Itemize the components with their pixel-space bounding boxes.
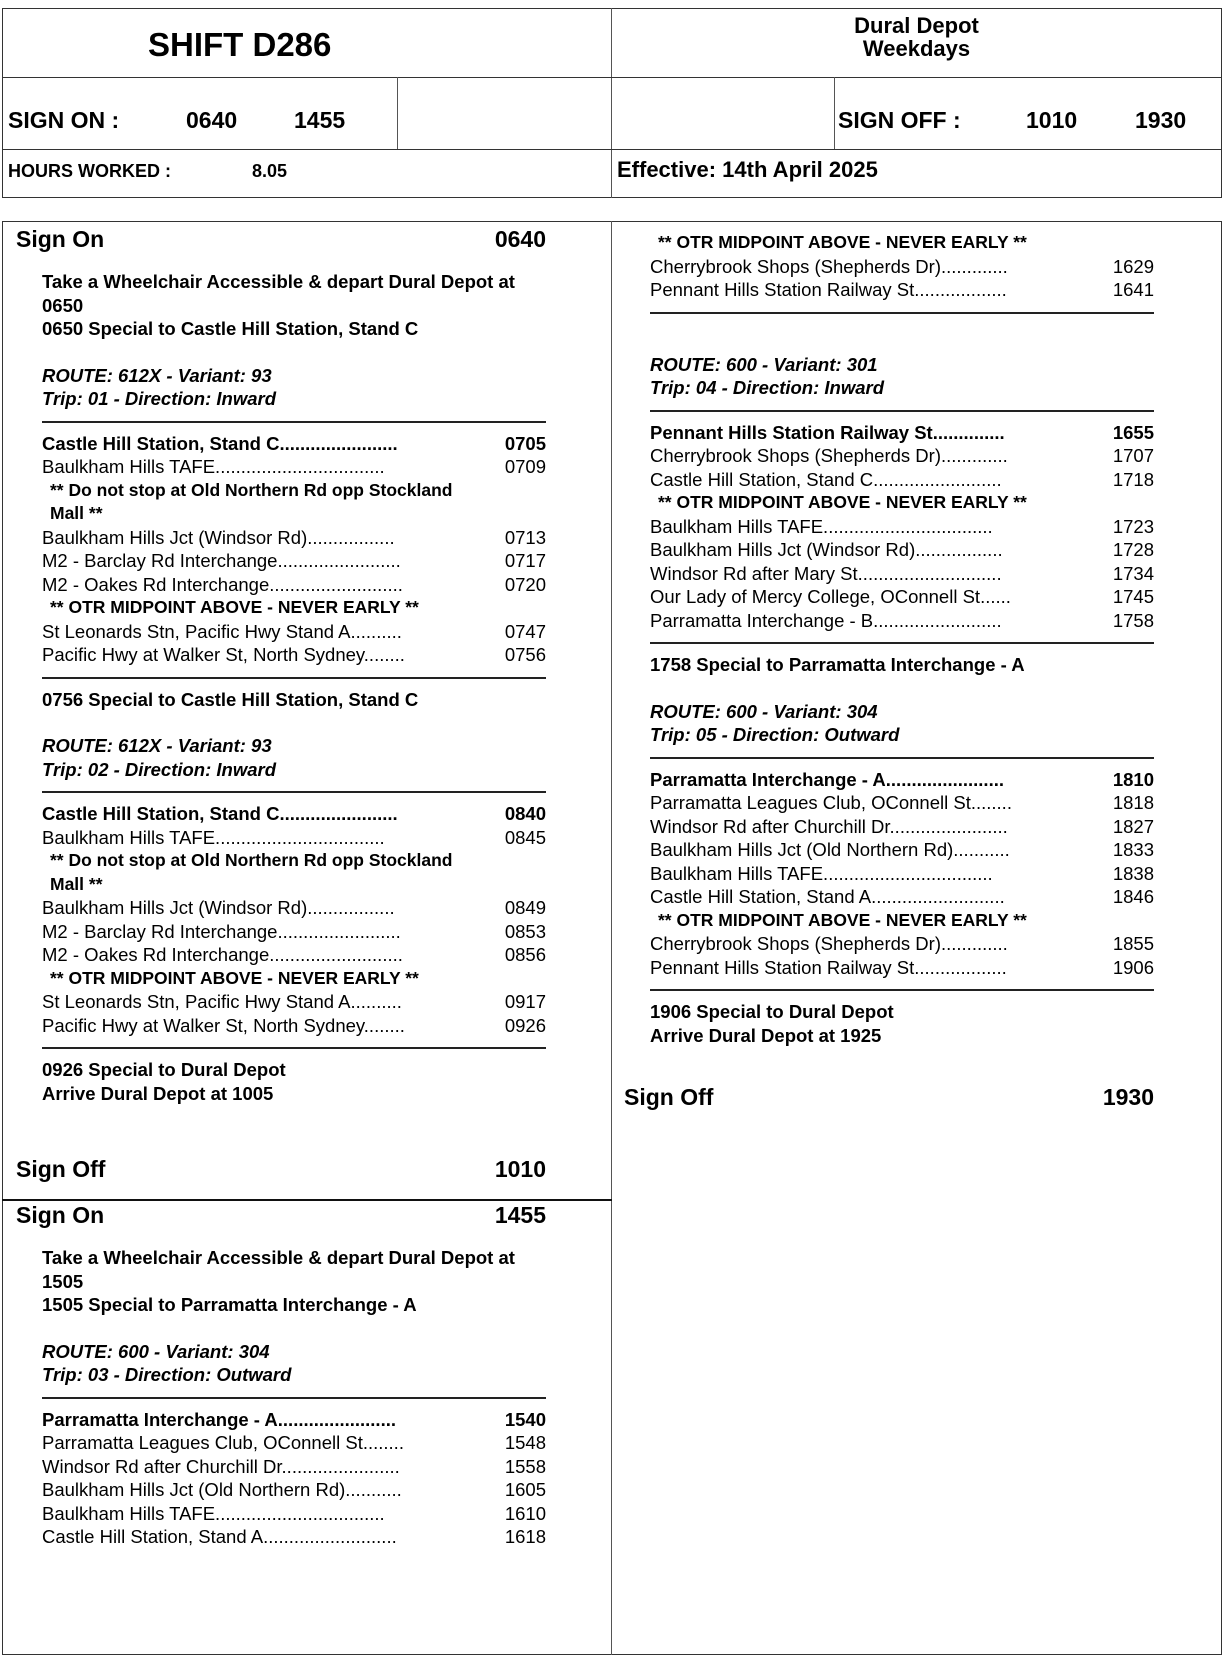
sign-off-time-1: 1010	[1026, 107, 1078, 133]
stop-row: Baulkham Hills Jct (Old Northern Rd)........... 1605	[42, 1479, 546, 1500]
sign-off-row	[16, 1156, 546, 1186]
sign-off-label: SIGN OFF :	[838, 107, 961, 133]
special-run: 0650 Special to Castle Hill Station, Stand C	[42, 318, 419, 339]
effective-date: Effective: 14th April 2025	[617, 157, 878, 182]
trip-3	[42, 1317, 546, 1549]
stop-row: Parramatta Leagues Club, OConnell St........ 1818	[650, 792, 1154, 813]
stop-row: Baulkham Hills Jct (Old Northern Rd)........... 1833	[650, 839, 1154, 860]
arrive-depot: Arrive Dural Depot at 1925	[650, 1024, 882, 1046]
instruction-line: 1505	[42, 1270, 84, 1292]
no-stop-note: ** Do not stop at Old Northern Rd opp Stockland Mall **	[50, 850, 453, 894]
depot-label: Dural Depot	[854, 13, 979, 38]
divider	[650, 989, 1154, 991]
sign-on-label: Sign On	[16, 1202, 105, 1228]
stop-row: Parramatta Interchange - B......................... 1758	[650, 609, 1154, 631]
trip-info: Trip: 05 - Direction: Outward	[650, 724, 900, 745]
otr-midpoint-note: ** OTR MIDPOINT ABOVE - NEVER EARLY **	[658, 232, 1027, 252]
shift-title: SHIFT D286	[148, 26, 332, 63]
stop-row: Baulkham Hills Jct (Windsor Rd)................. 0849	[42, 897, 546, 918]
sign-off-row	[624, 1084, 1154, 1114]
otr-midpoint-note: ** OTR MIDPOINT ABOVE - NEVER EARLY **	[50, 597, 419, 617]
stop-row: Castle Hill Station, Stand C....................... 0705	[42, 432, 546, 454]
stop-row: Pacific Hwy at Walker St, North Sydney........ 0756	[42, 644, 546, 665]
special-run: 0926 Special to Dural Depot	[42, 1059, 286, 1080]
divider	[42, 1397, 546, 1399]
divider	[42, 421, 546, 423]
instruction	[42, 1246, 602, 1317]
sign-off-time: 1010	[494, 1156, 546, 1182]
stop-row: St Leonards Stn, Pacific Hwy Stand A.......... 0917	[42, 991, 546, 1012]
stop-row: Baulkham Hills TAFE................................. 1610	[42, 1502, 546, 1524]
trip-info: Trip: 01 - Direction: Inward	[42, 388, 277, 409]
header-rule	[2, 77, 1222, 78]
sign-on-label: SIGN ON :	[8, 107, 120, 133]
sign-on-row	[16, 1202, 546, 1232]
header-divider	[834, 77, 835, 149]
sign-off-time-2: 1930	[1135, 107, 1187, 133]
otr-midpoint-note: ** OTR MIDPOINT ABOVE - NEVER EARLY **	[658, 909, 1027, 930]
stop-row: Castle Hill Station, Stand C....................... 0840	[42, 803, 546, 824]
stop-row: Baulkham Hills Jct (Windsor Rd)................. 0713	[42, 526, 546, 548]
special-run: 1505 Special to Parramatta Interchange - A	[42, 1294, 417, 1315]
stop-row: Our Lady of Mercy College, OConnell St...... 1745	[650, 586, 1154, 607]
divider	[650, 410, 1154, 412]
stop-row: Pennant Hills Station Railway St.................. 1906	[650, 956, 1154, 978]
stop-row: Cherrybrook Shops (Shepherds Dr)............. 1707	[650, 445, 1154, 466]
route-info: ROUTE: 600 - Variant: 301	[650, 353, 878, 375]
stop-row: Parramatta Leagues Club, OConnell St........ 1548	[42, 1432, 546, 1453]
route-info: ROUTE: 600 - Variant: 304	[42, 1340, 270, 1362]
stop-row: M2 - Barclay Rd Interchange........................ 0853	[42, 920, 546, 942]
stop-row: Baulkham Hills TAFE................................. 0845	[42, 826, 546, 848]
column-divider	[611, 221, 612, 1655]
trip-1	[42, 341, 546, 1106]
stop-row: Castle Hill Station, Stand C......................... 1718	[650, 468, 1154, 490]
route-info: ROUTE: 600 - Variant: 304	[650, 700, 878, 722]
otr-midpoint-note: ** OTR MIDPOINT ABOVE - NEVER EARLY **	[658, 492, 1027, 512]
special-run: 1758 Special to Parramatta Interchange - A	[650, 654, 1025, 675]
instruction-line: 0650	[42, 294, 84, 316]
sign-on-label: Sign On	[16, 226, 105, 252]
stop-row: Windsor Rd after Churchill Dr....................... 1827	[650, 815, 1154, 837]
sign-off-time: 1930	[1102, 1084, 1154, 1110]
divider	[42, 677, 546, 679]
left-column-part1	[16, 226, 546, 1105]
route-info: ROUTE: 612X - Variant: 93	[42, 735, 272, 756]
stop-row: Windsor Rd after Mary St............................ 1734	[650, 562, 1154, 584]
depot-name	[611, 14, 1222, 60]
stop-row: M2 - Oakes Rd Interchange.......................... 0720	[42, 573, 546, 595]
header-rule	[2, 149, 1222, 150]
sign-off-label: Sign Off	[16, 1156, 106, 1182]
instruction-line: Take a Wheelchair Accessible & depart Dural Depot at	[42, 1247, 515, 1268]
arrive-depot: Arrive Dural Depot at 1005	[42, 1082, 274, 1104]
stop-row: Cherrybrook Shops (Shepherds Dr)............. 1629	[650, 255, 1154, 277]
hours-worked-value: 8.05	[252, 161, 288, 181]
stop-row: M2 - Barclay Rd Interchange........................ 0717	[42, 550, 546, 571]
stop-row: Windsor Rd after Churchill Dr....................... 1558	[42, 1455, 546, 1477]
sign-on-time-1: 0640	[186, 107, 238, 133]
stop-row: St Leonards Stn, Pacific Hwy Stand A.......... 0747	[42, 620, 546, 642]
divider	[650, 642, 1154, 644]
divider	[42, 791, 546, 793]
trip-info: Trip: 02 - Direction: Inward	[42, 758, 277, 780]
hours-worked-label: HOURS WORKED :	[8, 161, 171, 181]
stop-row: Pennant Hills Station Railway St.................. 1641	[650, 279, 1154, 300]
stop-row: Pacific Hwy at Walker St, North Sydney........ 0926	[42, 1014, 546, 1036]
header-divider	[397, 77, 398, 149]
right-column	[650, 231, 1154, 1047]
stop-row: Cherrybrook Shops (Shepherds Dr)............. 1855	[650, 933, 1154, 954]
trip-info: Trip: 04 - Direction: Inward	[650, 377, 885, 398]
sign-on-time: 0640	[494, 226, 546, 252]
stop-row: Baulkham Hills TAFE................................. 1838	[650, 862, 1154, 884]
stop-row: Castle Hill Station, Stand A.......................... 1618	[42, 1526, 546, 1547]
stop-row: Parramatta Interchange - A....................... 1810	[650, 768, 1154, 790]
part-divider	[2, 1199, 612, 1201]
stop-row: Baulkham Hills Jct (Windsor Rd)................. 1728	[650, 539, 1154, 560]
stop-row: Castle Hill Station, Stand A.......................... 1846	[650, 886, 1154, 907]
sign-on-time: 1455	[494, 1202, 546, 1228]
stop-row: M2 - Oakes Rd Interchange.......................... 0856	[42, 944, 546, 965]
left-column-part2	[16, 1202, 546, 1549]
divider	[650, 312, 1154, 314]
sign-on-row	[16, 226, 546, 256]
stop-row: Baulkham Hills TAFE................................. 0709	[42, 456, 546, 477]
otr-midpoint-note: ** OTR MIDPOINT ABOVE - NEVER EARLY **	[50, 967, 419, 988]
sign-on-time-2: 1455	[294, 107, 346, 133]
stop-row: Baulkham Hills TAFE................................. 1723	[650, 515, 1154, 537]
divider	[650, 757, 1154, 759]
sign-off-label: Sign Off	[624, 1084, 714, 1110]
divider	[42, 1047, 546, 1049]
special-run: 1906 Special to Dural Depot	[650, 1001, 894, 1022]
stop-row: Parramatta Interchange - A....................... 1540	[42, 1408, 546, 1430]
stop-row: Pennant Hills Station Railway St.............. 1655	[650, 421, 1154, 443]
instruction	[42, 270, 602, 341]
day-type: Weekdays	[862, 36, 971, 61]
special-run: 0756 Special to Castle Hill Station, Stand C	[42, 688, 419, 710]
instruction-line: Take a Wheelchair Accessible & depart Dural Depot at	[42, 271, 515, 292]
trip-info: Trip: 03 - Direction: Outward	[42, 1364, 292, 1385]
no-stop-note: ** Do not stop at Old Northern Rd opp Stockland Mall **	[50, 479, 453, 523]
route-info: ROUTE: 612X - Variant: 93	[42, 364, 272, 386]
